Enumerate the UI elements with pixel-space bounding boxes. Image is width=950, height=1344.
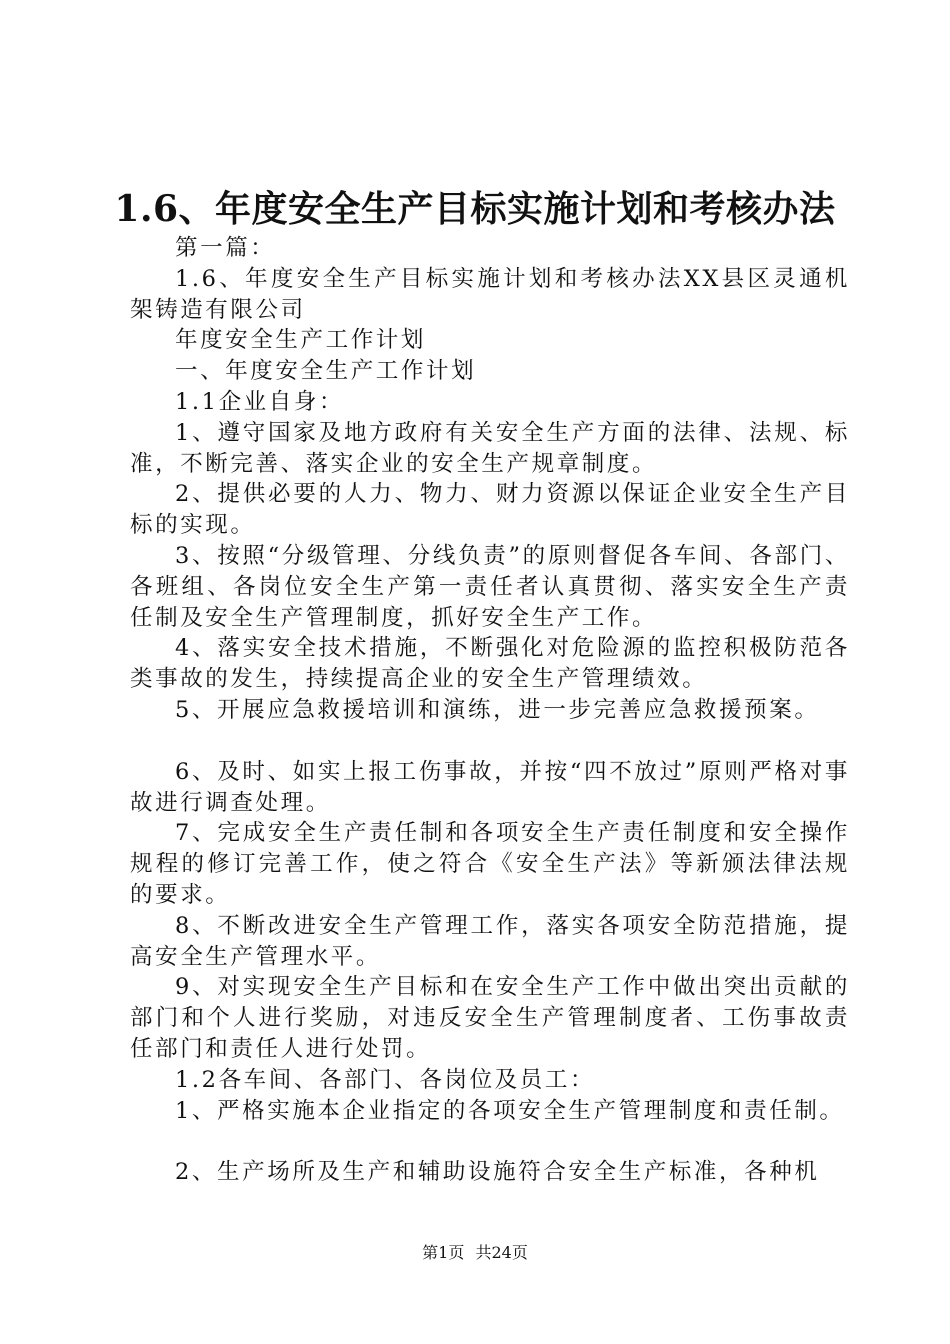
paragraph: 9、对实现安全生产目标和在安全生产工作中做出突出贡献的部门和个人进行奖励，对违反安全生产管理制度者、工伤事故责任部门和责任人进行处罚。 xyxy=(130,974,850,1062)
paragraph: 1.2各车间、各部门、各岗位及员工： xyxy=(175,1066,596,1093)
paragraph: 1.1企业自身： xyxy=(175,388,345,415)
paragraph: 4、落实安全技术措施，不断强化对危险源的监控积极防范各类事故的发生，持续提高企业的安全生产管理绩效。 xyxy=(130,635,850,693)
paragraph: 8、不断改进安全生产管理工作，落实各项安全防范措施，提高安全生产管理水平。 xyxy=(130,912,850,970)
paragraph: 7、完成安全生产责任制和各项安全生产责任制度和安全操作规程的修订完善工作，使之符合《安全生产法》等新颁法律法规的要求。 xyxy=(130,820,850,908)
paragraph: 第一篇： xyxy=(175,235,276,261)
paragraph: 2、生产场所及生产和辅助设施符合安全生产标准，各种机 xyxy=(175,1159,820,1186)
paragraph: 年度安全生产工作计划 xyxy=(175,327,427,354)
paragraph: 1.6、年度安全生产目标实施计划和考核办法XX县区灵通机架铸造有限公司 xyxy=(130,265,850,323)
document-title: 1.6、年度安全生产目标实施计划和考核办法 xyxy=(114,188,836,230)
paragraph: 1、遵守国家及地方政府有关安全生产方面的法律、法规、标准，不断完善、落实企业的安全生产规章制度。 xyxy=(130,419,850,477)
paragraph: 1、严格实施本企业指定的各项安全生产管理制度和责任制。 xyxy=(175,1097,845,1124)
page-footer xyxy=(0,1241,950,1265)
paragraph: 2、提供必要的人力、物力、财力资源以保证企业安全生产目标的实现。 xyxy=(130,481,850,539)
page-number: 第1页 xyxy=(422,1243,465,1262)
paragraph: 6、及时、如实上报工伤事故，并按“四不放过”原则严格对事故进行调查处理。 xyxy=(130,758,850,816)
document-body xyxy=(130,233,850,1188)
paragraph: 5、开展应急救援培训和演练，进一步完善应急救援预案。 xyxy=(175,696,820,723)
page-total: 共24页 xyxy=(475,1243,528,1262)
paragraph: 3、按照“分级管理、分线负责”的原则督促各车间、各部门、各班组、各岗位安全生产第一责任者认真贯彻、落实安全生产责任制及安全生产管理制度，抓好安全生产工作。 xyxy=(130,542,850,631)
paragraph: 一、年度安全生产工作计划 xyxy=(175,358,477,385)
